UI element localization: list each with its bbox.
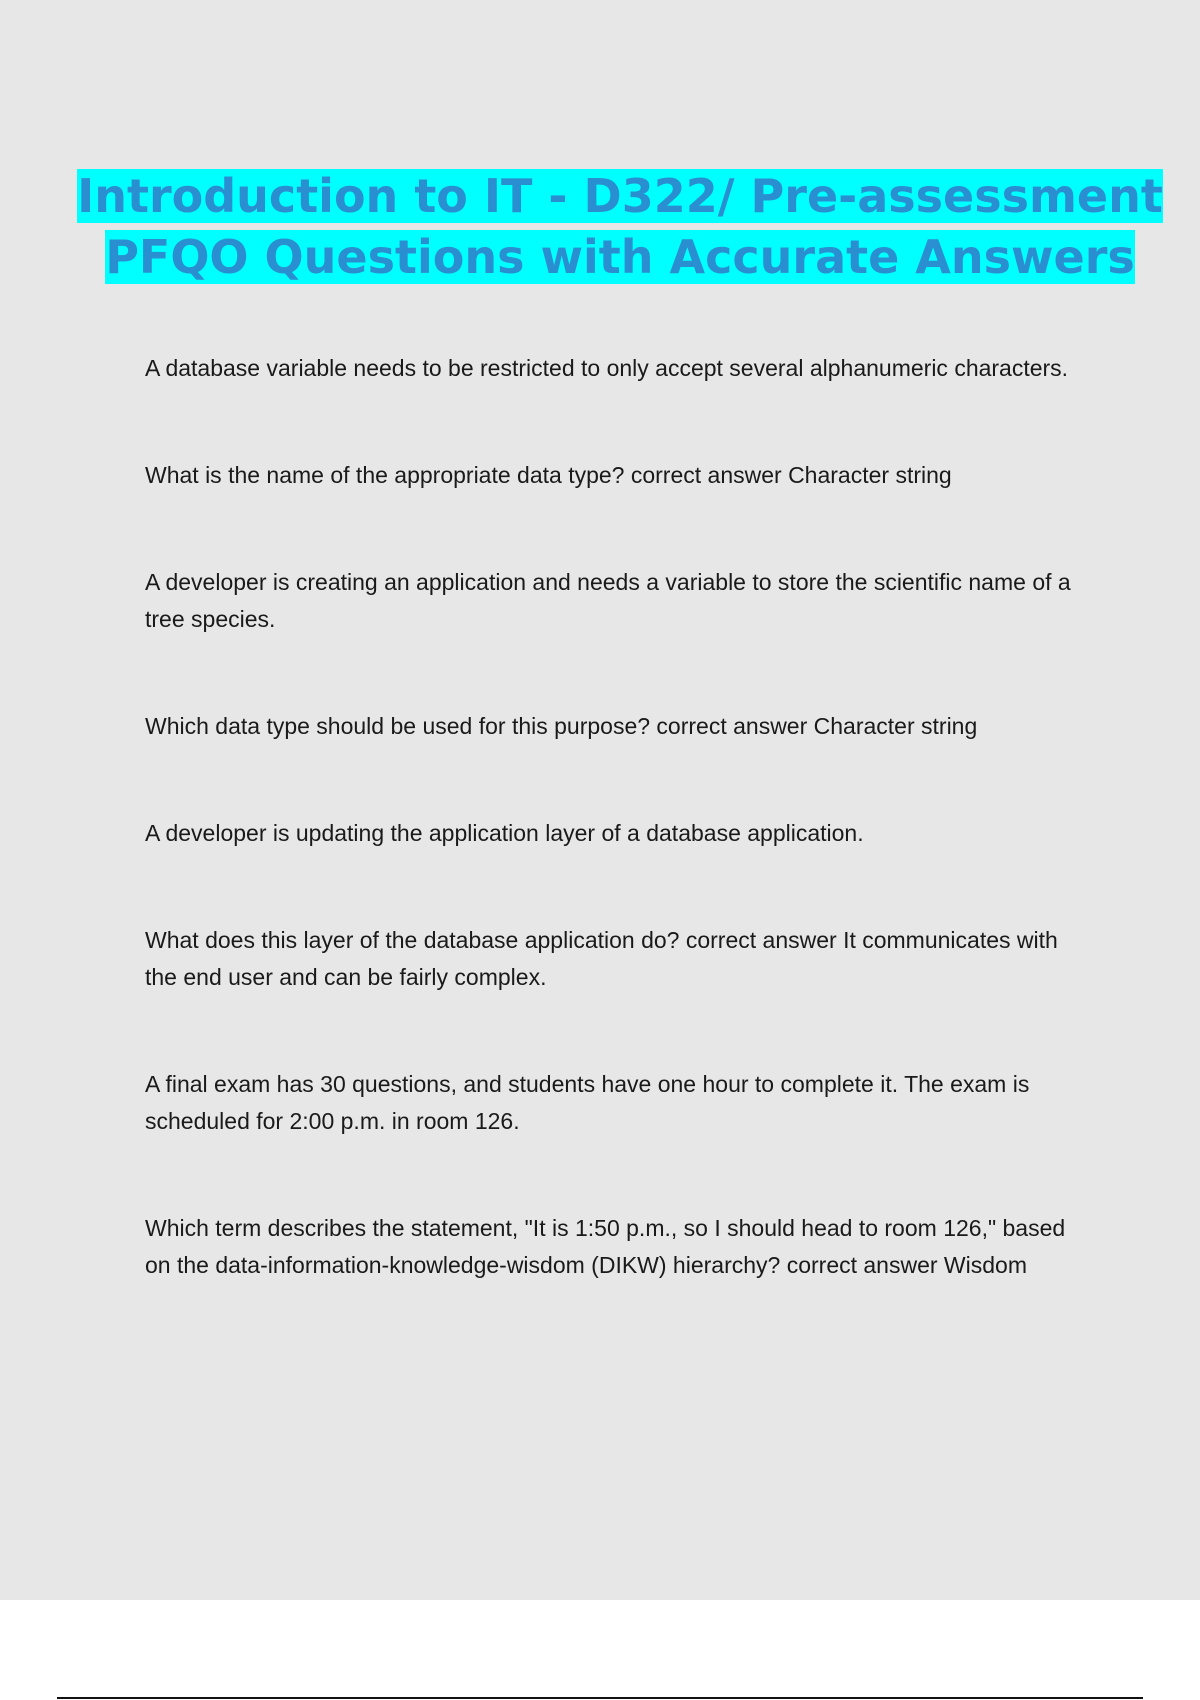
document-title-text: Introduction to IT - D322/ Pre-assessment PFQO Questions with Accurate Answers xyxy=(77,169,1163,284)
document-title xyxy=(60,166,1180,288)
paragraph-answer-1: What is the name of the appropriate data type? correct answer Character string xyxy=(145,462,952,488)
paragraph-answer-4: Which term describes the statement, "It is 1:50 p.m., so I should head to room 126," based on the data-information-knowledge-wisdom (DIKW) hierarchy? correct answer Wisdom xyxy=(145,1215,1066,1278)
paragraph-answer-3: What does this layer of the database application do? correct answer It communicates with the end user and can be fairly complex. xyxy=(145,927,1058,990)
paragraph-question-2: A developer is creating an application and needs a variable to store the scientific name of a tree species. xyxy=(145,569,1071,632)
bottom-divider xyxy=(57,1697,1143,1699)
paragraph-question-4: A final exam has 30 questions, and students have one hour to complete it. The exam is scheduled for 2:00 p.m. in room 126. xyxy=(145,1071,1030,1134)
paragraph-question-1: A database variable needs to be restricted to only accept several alphanumeric characters. xyxy=(145,355,1069,381)
document-body xyxy=(145,350,1095,1354)
paragraph-answer-2: Which data type should be used for this purpose? correct answer Character string xyxy=(145,713,978,739)
paragraph-question-3: A developer is updating the application layer of a database application. xyxy=(145,820,864,846)
